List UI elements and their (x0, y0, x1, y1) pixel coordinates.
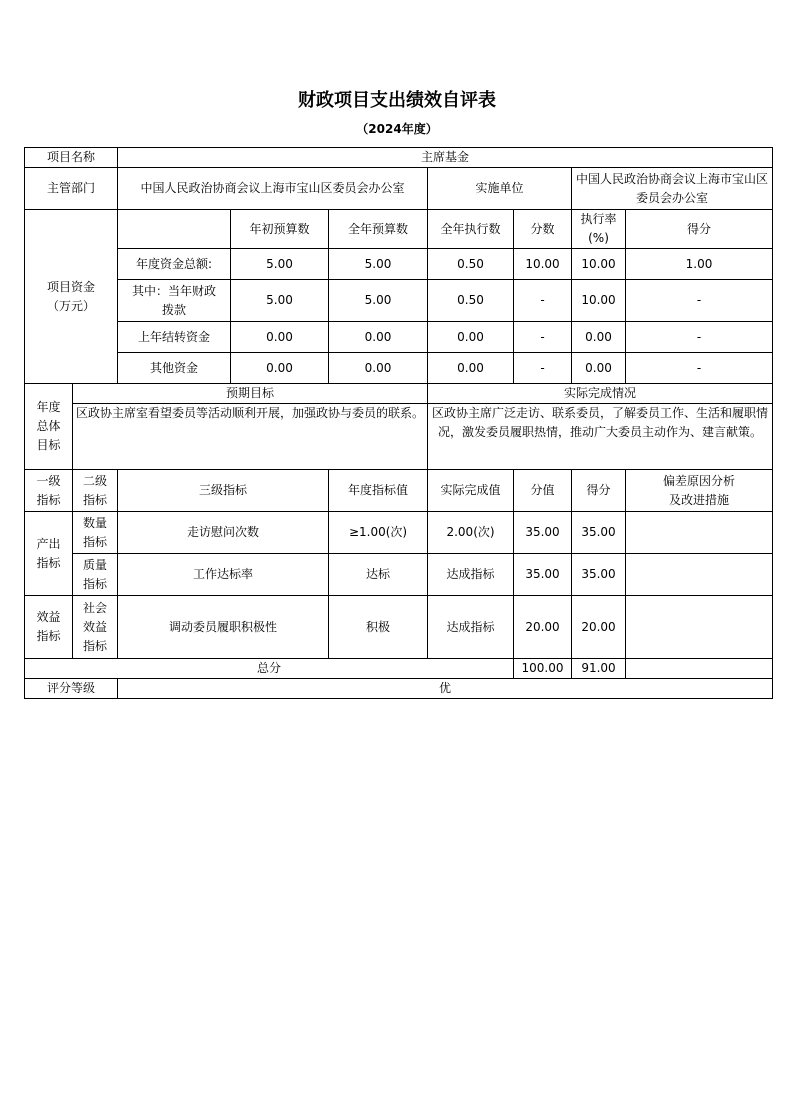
expected-goal-text: 区政协主席室看望委员等活动顺利开展，加强政协与委员的联系。 (73, 404, 428, 470)
label-score: 得分 (572, 470, 626, 512)
label-actual-value: 实际完成值 (428, 470, 514, 512)
label-deviation: 偏差原因分析 及改进措施 (626, 470, 773, 512)
row-total (25, 659, 773, 679)
indicator-score: 20.00 (572, 596, 626, 659)
label-total: 总分 (25, 659, 514, 679)
indicator-level3: 调动委员履职积极性 (118, 596, 329, 659)
label-annual-target: 年度指标值 (329, 470, 428, 512)
indicator-actual: 达成指标 (428, 596, 514, 659)
row-grade (25, 679, 773, 699)
indicator-deviation (626, 554, 773, 596)
total-deviation (626, 659, 773, 679)
indicator-weight: 35.00 (514, 512, 572, 554)
indicator-level1: 产出 指标 (25, 512, 73, 596)
actual-completion-text: 区政协主席广泛走访、联系委员，了解委员工作、生活和履职情况，激发委员履职热情，推动广大委员主动作为、建言献策。 (428, 404, 773, 470)
funds-row-got: - (626, 322, 773, 353)
total-score: 91.00 (572, 659, 626, 679)
indicator-deviation (626, 512, 773, 554)
label-level3: 三级指标 (118, 470, 329, 512)
page-subtitle: （2024年度） (356, 122, 438, 136)
funds-row-fiscal (25, 280, 773, 322)
funds-row-initial: 0.00 (231, 353, 329, 384)
funds-row-score: - (514, 280, 572, 322)
funds-row-annual: 5.00 (329, 280, 428, 322)
funds-row-annual: 0.00 (329, 353, 428, 384)
indicator-level2: 数量 指标 (73, 512, 118, 554)
funds-row-carryover (25, 322, 773, 353)
funds-row-executed: 0.50 (428, 249, 514, 280)
funds-row-got: 1.00 (626, 249, 773, 280)
funds-header-score: 分数 (514, 210, 572, 249)
indicator-level3: 工作达标率 (118, 554, 329, 596)
indicator-level2: 质量 指标 (73, 554, 118, 596)
indicator-target: 达标 (329, 554, 428, 596)
label-expected-goal: 预期目标 (73, 384, 428, 404)
funds-row-label: 其他资金 (118, 353, 231, 384)
funds-row-score: - (514, 322, 572, 353)
label-funds: 项目资金 （万元） (25, 210, 118, 384)
funds-row-got: - (626, 280, 773, 322)
funds-row-initial: 5.00 (231, 249, 329, 280)
funds-header-executed: 全年执行数 (428, 210, 514, 249)
page-title: 财政项目支出绩效自评表 (298, 90, 496, 111)
label-department: 主管部门 (25, 168, 118, 210)
indicator-level1: 效益 指标 (25, 596, 73, 659)
funds-header-annual: 全年预算数 (329, 210, 428, 249)
indicator-weight: 35.00 (514, 554, 572, 596)
label-level1: 一级 指标 (25, 470, 73, 512)
funds-row-rate: 10.00 (572, 280, 626, 322)
grade-value: 优 (118, 679, 773, 699)
funds-row-executed: 0.50 (428, 280, 514, 322)
funds-header-initial: 年初预算数 (231, 210, 329, 249)
row-funds-header (25, 210, 773, 249)
funds-row-annual: 5.00 (329, 249, 428, 280)
indicator-row (25, 554, 773, 596)
funds-row-got: - (626, 353, 773, 384)
label-level2: 二级 指标 (73, 470, 118, 512)
funds-row-executed: 0.00 (428, 353, 514, 384)
indicator-actual: 达成指标 (428, 554, 514, 596)
indicator-score: 35.00 (572, 512, 626, 554)
project-name-value: 主席基金 (118, 148, 773, 168)
funds-row-rate: 0.00 (572, 322, 626, 353)
funds-row-label: 年度资金总额: (118, 249, 231, 280)
funds-row-score: - (514, 353, 572, 384)
funds-row-rate: 10.00 (572, 249, 626, 280)
funds-header-got: 得分 (626, 210, 773, 249)
indicator-level3: 走访慰问次数 (118, 512, 329, 554)
indicator-score: 35.00 (572, 554, 626, 596)
funds-row-initial: 0.00 (231, 322, 329, 353)
implementer-value: 中国人民政治协商会议上海市宝山区委员会办公室 (572, 168, 773, 210)
indicator-row (25, 512, 773, 554)
funds-row-other (25, 353, 773, 384)
indicator-row (25, 596, 773, 659)
funds-row-score: 10.00 (514, 249, 572, 280)
funds-row-rate: 0.00 (572, 353, 626, 384)
total-weight: 100.00 (514, 659, 572, 679)
label-weight: 分值 (514, 470, 572, 512)
label-actual-completion: 实际完成情况 (428, 384, 773, 404)
funds-header-rate: 执行率(%) (572, 210, 626, 249)
indicator-weight: 20.00 (514, 596, 572, 659)
label-grade: 评分等级 (25, 679, 118, 699)
label-annual-goal: 年度 总体 目标 (25, 384, 73, 470)
funds-row-annual: 0.00 (329, 322, 428, 353)
row-department (25, 168, 773, 210)
indicator-actual: 2.00(次) (428, 512, 514, 554)
funds-row-total (25, 249, 773, 280)
funds-header-blank (118, 210, 231, 249)
indicator-target: 积极 (329, 596, 428, 659)
indicator-level2: 社会 效益 指标 (73, 596, 118, 659)
evaluation-table (24, 147, 773, 699)
label-project-name: 项目名称 (25, 148, 118, 168)
row-project-name (25, 148, 773, 168)
row-goals-header (25, 384, 773, 404)
indicator-target: ≥1.00(次) (329, 512, 428, 554)
label-implementer: 实施单位 (428, 168, 572, 210)
funds-row-label: 上年结转资金 (118, 322, 231, 353)
funds-row-executed: 0.00 (428, 322, 514, 353)
row-goals-content (25, 404, 773, 470)
indicator-deviation (626, 596, 773, 659)
department-value: 中国人民政治协商会议上海市宝山区委员会办公室 (118, 168, 428, 210)
funds-row-initial: 5.00 (231, 280, 329, 322)
row-indicator-header (25, 470, 773, 512)
funds-row-label: 其中：当年财政 拨款 (118, 280, 231, 322)
